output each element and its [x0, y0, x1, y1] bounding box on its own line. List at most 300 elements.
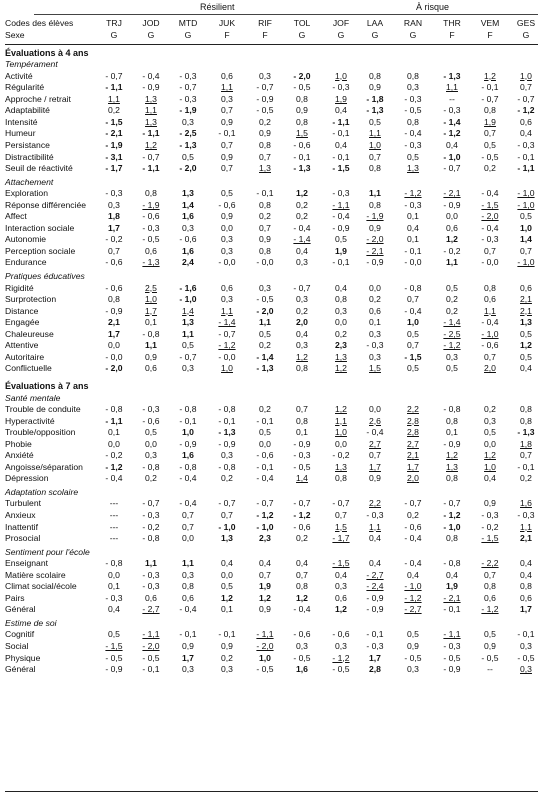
table-cell: 0,4 [369, 533, 381, 544]
table-cell: - 0,8 [218, 461, 236, 472]
table-cell: - 2,0 [256, 305, 274, 316]
table-cell: 0,5 [446, 282, 458, 293]
table-cell: - 0,7 [142, 498, 160, 509]
table-cell: 0,8 [296, 581, 308, 592]
table-cell: 0,7 [520, 450, 532, 461]
table-cell: 2,0 [407, 473, 419, 484]
table-cell: 0,9 [484, 498, 496, 509]
table-cell: 1,6 [182, 245, 194, 256]
table-cell: 0,4 [259, 558, 271, 569]
header-code-laa: LAA [366, 18, 384, 28]
row-label: Général [5, 604, 36, 615]
table-cell: - 0,4 [179, 604, 197, 615]
table-cell: 1,1 [145, 340, 157, 351]
table-cell: 0,7 [296, 569, 308, 580]
table-cell: 0,7 [520, 245, 532, 256]
table-cell: - 0,9 [105, 305, 123, 316]
table-cell: - 0,8 [443, 404, 461, 414]
table-cell: 0,3 [296, 257, 308, 268]
table-row [0, 498, 543, 508]
table-cell: - 0,7 [218, 498, 236, 509]
row-label: Rigidité [5, 282, 34, 293]
row-label: Turbulent [5, 498, 41, 509]
header-code-juk: JUK [218, 18, 236, 28]
table-row [0, 246, 543, 256]
subsection-title: Estime de soi [5, 617, 57, 628]
table-cell: - 0,3 [404, 93, 422, 104]
header-sex-label: Sexe [5, 30, 25, 40]
table-cell: 0,8 [369, 163, 381, 173]
row-label: Seuil de réactivité [5, 163, 73, 173]
row-label: Adaptabilité [5, 105, 50, 116]
table-cell: - 2,1 [443, 592, 461, 603]
table-cell: 0,8 [520, 404, 532, 414]
table-cell: 1,3 [221, 533, 233, 544]
table-cell: 1,2 [259, 592, 271, 603]
table-cell: - 0,1 [366, 629, 384, 640]
table-row [0, 593, 543, 603]
header-code-tol: TOL [293, 18, 311, 28]
table-cell: - 0,3 [366, 340, 384, 351]
table-cell: 1,0 [221, 363, 233, 374]
header-codes-row [0, 18, 543, 28]
table-cell: 2,4 [182, 257, 194, 268]
row-label: Prosocial [5, 533, 41, 544]
table-cell: - 0,9 [218, 438, 236, 449]
table-row [0, 462, 543, 472]
table-cell: 0,9 [407, 641, 419, 651]
header-sex-cell: G [298, 30, 306, 40]
table-cell: - 0,8 [142, 461, 160, 472]
table-row [0, 641, 543, 651]
row-label: Endurance [5, 257, 47, 268]
table-cell: 0,1 [221, 604, 233, 615]
subsection-title: Sentiment pour l'école [5, 546, 90, 557]
header-code-trj: TRJ [106, 18, 122, 28]
table-cell: - 0,5 [404, 105, 422, 116]
table-cell: - 0,9 [142, 82, 160, 93]
table-cell: 1,2 [221, 592, 233, 603]
table-cell: 0,4 [335, 569, 347, 580]
table-cell: - 0,2 [105, 450, 123, 461]
row-label: Humeur [5, 128, 36, 139]
table-cell: - 0,9 [256, 93, 274, 104]
row-label: Général [5, 664, 36, 675]
table-cell: 2,7 [369, 438, 381, 449]
row-label: Régularité [5, 82, 45, 93]
row-label: Matière scolaire [5, 569, 66, 580]
table-cell: - 1,3 [293, 163, 311, 173]
table-cell: - 0,3 [179, 93, 197, 104]
table-cell: 0,1 [108, 581, 120, 592]
header-rule [5, 44, 538, 45]
table-cell: 0,2 [484, 404, 496, 414]
table-cell: 0,8 [407, 70, 419, 81]
table-cell: 2,2 [407, 404, 419, 414]
row-label: Hyperactivité [5, 415, 55, 426]
table-cell: - 0,4 [481, 222, 499, 233]
table-cell: - 1,2 [218, 340, 236, 351]
row-label: Phobie [5, 438, 32, 449]
table-cell: - 0,1 [517, 629, 535, 640]
table-cell: 0,2 [259, 211, 271, 222]
table-cell: - 1,5 [332, 558, 350, 569]
table-cell: 0,4 [446, 569, 458, 580]
table-cell: - 2,0 [105, 363, 123, 374]
table-cell: 0,8 [182, 581, 194, 592]
table-cell: 2,1 [108, 317, 120, 328]
table-cell: 1,4 [182, 305, 194, 316]
table-row [0, 558, 543, 568]
table-cell: 1,7 [407, 461, 419, 472]
section-heading [0, 48, 543, 58]
table-cell: - 1,1 [142, 163, 160, 173]
table-cell: 0,3 [145, 450, 157, 461]
table-cell: - 0,3 [142, 581, 160, 592]
table-cell: 0,8 [446, 415, 458, 426]
table-cell: 0,3 [296, 294, 308, 305]
table-cell: - 0,6 [179, 234, 197, 245]
table-cell: - 0,1 [218, 415, 236, 426]
table-cell: - 1,0 [404, 581, 422, 592]
table-row [0, 664, 543, 674]
table-cell: 0,3 [221, 245, 233, 256]
row-label: Dépression [5, 473, 49, 484]
table-cell: 0,9 [259, 604, 271, 615]
group-header-resilient: Résilient [200, 2, 235, 12]
table-cell: - 1,0 [443, 151, 461, 162]
table-cell: 0,8 [369, 70, 381, 81]
table-row [0, 473, 543, 483]
table-cell: 0,9 [296, 105, 308, 116]
table-cell: - 0,1 [517, 461, 535, 472]
table-cell: 0,5 [182, 340, 194, 351]
table-cell: 1,2 [484, 450, 496, 461]
table-cell: 0,3 [182, 664, 194, 675]
table-cell: - 1,4 [256, 351, 274, 362]
table-cell: - 1,2 [404, 188, 422, 199]
table-cell: - 0,1 [142, 664, 160, 675]
table-cell: 1,3 [259, 163, 271, 173]
table-cell: 0,5 [221, 188, 233, 199]
table-cell: 0,9 [221, 151, 233, 162]
table-cell: 1,1 [108, 93, 120, 104]
table-row [0, 82, 543, 92]
table-cell: 1,1 [484, 305, 496, 316]
table-cell: - 1,9 [142, 199, 160, 210]
table-cell: 0,2 [407, 510, 419, 520]
table-cell: - 2,0 [366, 234, 384, 245]
table-cell: - 0,3 [142, 569, 160, 580]
table-row [0, 211, 543, 221]
table-row [0, 629, 543, 639]
table-cell: 0,0 [108, 438, 120, 449]
table-cell: 1,5 [369, 363, 381, 374]
table-cell: 2,0 [484, 363, 496, 374]
table-cell: 0,0 [145, 438, 157, 449]
table-row [0, 340, 543, 350]
row-label: Autonomie [5, 234, 47, 245]
header-sex-cell: F [224, 30, 230, 40]
table-cell: 0,4 [446, 139, 458, 150]
table-cell: - 0,7 [293, 498, 311, 509]
table-cell: 0,2 [296, 211, 308, 222]
table-cell: - 0,9 [366, 604, 384, 615]
table-cell: 1,7 [520, 604, 532, 615]
table-row [0, 450, 543, 460]
table-cell: 0,6 [446, 222, 458, 233]
table-cell: 0,3 [259, 282, 271, 293]
table-cell: - 0,7 [443, 498, 461, 509]
table-cell: 0,4 [484, 473, 496, 484]
table-row [0, 510, 543, 520]
row-label: Anxiété [5, 450, 34, 461]
row-label: Angoisse/séparation [5, 461, 83, 472]
table-cell: 1,2 [296, 188, 308, 199]
table-row [0, 363, 543, 373]
table-row [0, 105, 543, 115]
table-cell: 0,3 [221, 450, 233, 461]
table-cell: 1,9 [259, 581, 271, 592]
table-cell: - 1,0 [256, 521, 274, 532]
table-cell: - 0,3 [366, 510, 384, 520]
table-cell: 0,4 [221, 558, 233, 569]
table-cell: 2,0 [296, 317, 308, 328]
subsection-heading [0, 177, 543, 187]
table-cell: 0,5 [259, 328, 271, 339]
table-cell: 2,7 [407, 438, 419, 449]
table-cell: 1,0 [335, 427, 347, 438]
table-cell: --- [109, 510, 119, 520]
table-cell: - 0,3 [179, 70, 197, 81]
table-cell: - 2,7 [404, 604, 422, 615]
table-cell: 0,7 [369, 151, 381, 162]
table-cell: - 1,4 [443, 317, 461, 328]
table-cell: 1,3 [446, 461, 458, 472]
table-cell: 0,0 [221, 569, 233, 580]
table-cell: - 2,1 [105, 128, 123, 139]
table-cell: 0,5 [221, 581, 233, 592]
table-cell: 1,0 [182, 427, 194, 438]
table-cell: 0,4 [296, 328, 308, 339]
table-cell: - 0,8 [218, 404, 236, 414]
table-cell: --- [109, 498, 119, 509]
row-label: Affect [5, 211, 27, 222]
table-cell: 1,2 [296, 351, 308, 362]
table-cell: - 0,4 [404, 305, 422, 316]
table-cell: 0,3 [484, 415, 496, 426]
subsection-heading [0, 271, 543, 281]
table-cell: 0,2 [259, 116, 271, 127]
table-cell: - 0,8 [105, 558, 123, 569]
table-cell: - 0,3 [105, 592, 123, 603]
table-row [0, 94, 543, 104]
table-cell: 0,8 [259, 139, 271, 150]
header-sex-cell: G [371, 30, 379, 40]
table-cell: 0,3 [182, 222, 194, 233]
table-cell: 0,0 [108, 569, 120, 580]
header-codes-label: Codes des élèves [5, 18, 74, 28]
table-cell: - 0,4 [481, 188, 499, 199]
table-cell: 0,8 [296, 415, 308, 426]
table-cell: - 0,1 [179, 415, 197, 426]
table-row [0, 427, 543, 437]
table-cell: 0,2 [221, 652, 233, 663]
table-cell: - 0,4 [293, 604, 311, 615]
table-cell: - 1,0 [517, 257, 535, 268]
row-label: Interaction sociale [5, 222, 75, 233]
table-cell: - 2,4 [366, 581, 384, 592]
table-cell: 0,0 [182, 533, 194, 544]
header-sex-cell: F [487, 30, 493, 40]
table-cell: - 0,3 [366, 641, 384, 651]
table-cell: 0,7 [221, 510, 233, 520]
table-cell: - 0,3 [481, 510, 499, 520]
table-cell: - 0,8 [443, 558, 461, 569]
table-cell: - 2,0 [293, 70, 311, 81]
table-cell: 1,4 [296, 473, 308, 484]
subsection-heading [0, 59, 543, 69]
table-cell: 0,2 [484, 163, 496, 173]
table-cell: - 0,1 [481, 82, 499, 93]
row-label: Enseignant [5, 558, 49, 569]
table-cell: 2,2 [369, 498, 381, 509]
subsection-title: Pratiques éducatives [5, 271, 85, 281]
table-cell: 2,1 [520, 305, 532, 316]
table-row [0, 581, 543, 591]
table-cell: 0,8 [259, 199, 271, 210]
table-cell: 0,3 [108, 199, 120, 210]
table-cell: - 0,1 [256, 461, 274, 472]
table-row [0, 223, 543, 233]
table-cell: - 0,1 [332, 128, 350, 139]
table-cell: 0,7 [221, 163, 233, 173]
table-row [0, 257, 543, 267]
table-cell: 0,0 [221, 222, 233, 233]
table-cell: 0,1 [296, 427, 308, 438]
table-cell: - 0,1 [293, 151, 311, 162]
table-cell: 1,2 [335, 604, 347, 615]
row-label: Autoritaire [5, 351, 45, 362]
table-cell: - 1,0 [443, 521, 461, 532]
table-cell: - 1,1 [256, 629, 274, 640]
table-cell: - 0,7 [481, 93, 499, 104]
table-cell: - 0,8 [142, 533, 160, 544]
table-cell: - 0,4 [332, 211, 350, 222]
table-cell: 0,5 [520, 211, 532, 222]
row-label: Social [5, 641, 29, 651]
table-cell: - 1,5 [404, 351, 422, 362]
table-cell: 0,6 [145, 245, 157, 256]
header-code-jod: JOD [142, 18, 160, 28]
table-cell: 0,9 [369, 222, 381, 233]
table-cell: 1,1 [145, 558, 157, 569]
table-cell: 0,3 [369, 351, 381, 362]
table-cell: - 0,5 [293, 652, 311, 663]
table-cell: - 1,2 [481, 604, 499, 615]
table-cell: - 0,7 [443, 163, 461, 173]
table-row [0, 71, 543, 81]
table-cell: 0,1 [145, 317, 157, 328]
row-label: Perception sociale [5, 245, 76, 256]
table-cell: 0,5 [484, 139, 496, 150]
row-label: Trouble/opposition [5, 427, 76, 438]
row-label: Distance [5, 305, 39, 316]
table-cell: 1,1 [520, 521, 532, 532]
table-cell: - 0,3 [332, 82, 350, 93]
table-cell: 1,3 [335, 351, 347, 362]
table-cell: -- [487, 664, 493, 675]
table-cell: - 1,3 [218, 427, 236, 438]
table-cell: 0,9 [221, 116, 233, 127]
table-cell: 0,0 [484, 438, 496, 449]
table-cell: 0,2 [446, 294, 458, 305]
table-cell: 0,3 [182, 363, 194, 374]
table-cell: - 0,3 [443, 641, 461, 651]
header-sex-cell: F [262, 30, 268, 40]
table-cell: 0,7 [484, 569, 496, 580]
section-heading [0, 381, 543, 391]
table-cell: - 0,4 [404, 128, 422, 139]
table-cell: 0,1 [369, 317, 381, 328]
table-cell: 0,3 [221, 93, 233, 104]
table-cell: - 0,2 [142, 521, 160, 532]
table-cell: 0,7 [259, 151, 271, 162]
table-cell: 0,7 [335, 510, 347, 520]
table-cell: 0,9 [145, 351, 157, 362]
row-label: Attentive [5, 340, 39, 351]
table-cell: 1,9 [446, 581, 458, 592]
table-cell: - 0,5 [293, 82, 311, 93]
table-cell: - 0,6 [293, 521, 311, 532]
table-cell: 0,5 [407, 328, 419, 339]
table-cell: 0,6 [221, 282, 233, 293]
table-cell: 1,3 [407, 163, 419, 173]
table-cell: 0,6 [145, 363, 157, 374]
table-cell: 0,1 [108, 427, 120, 438]
table-cell: - 0,7 [256, 82, 274, 93]
table-cell: 1,1 [335, 415, 347, 426]
table-cell: - 0,2 [443, 245, 461, 256]
table-cell: 1,7 [145, 305, 157, 316]
table-cell: - 1,3 [179, 139, 197, 150]
table-cell: 2,3 [335, 340, 347, 351]
table-row [0, 234, 543, 244]
header-sex-cell: G [110, 30, 118, 40]
table-row [0, 439, 543, 449]
table-cell: - 1,2 [105, 461, 123, 472]
table-cell: 0,3 [407, 82, 419, 93]
subsection-heading [0, 547, 543, 557]
table-cell: 1,0 [145, 294, 157, 305]
row-label: Physique [5, 652, 41, 663]
table-cell: 0,5 [108, 629, 120, 640]
row-label: Surprotection [5, 294, 57, 305]
table-cell: 1,7 [369, 461, 381, 472]
table-cell: - 0,4 [142, 70, 160, 81]
table-cell: 0,3 [221, 664, 233, 675]
table-cell: 1,1 [221, 82, 233, 93]
table-cell: 1,1 [369, 521, 381, 532]
table-cell: - 0,4 [404, 533, 422, 544]
table-cell: 0,2 [108, 105, 120, 116]
table-cell: 1,0 [484, 461, 496, 472]
table-cell: 1,9 [484, 116, 496, 127]
table-cell: --- [109, 521, 119, 532]
row-label: Engagée [5, 317, 40, 328]
table-cell: 1,6 [182, 450, 194, 461]
table-cell: - 0,7 [256, 498, 274, 509]
